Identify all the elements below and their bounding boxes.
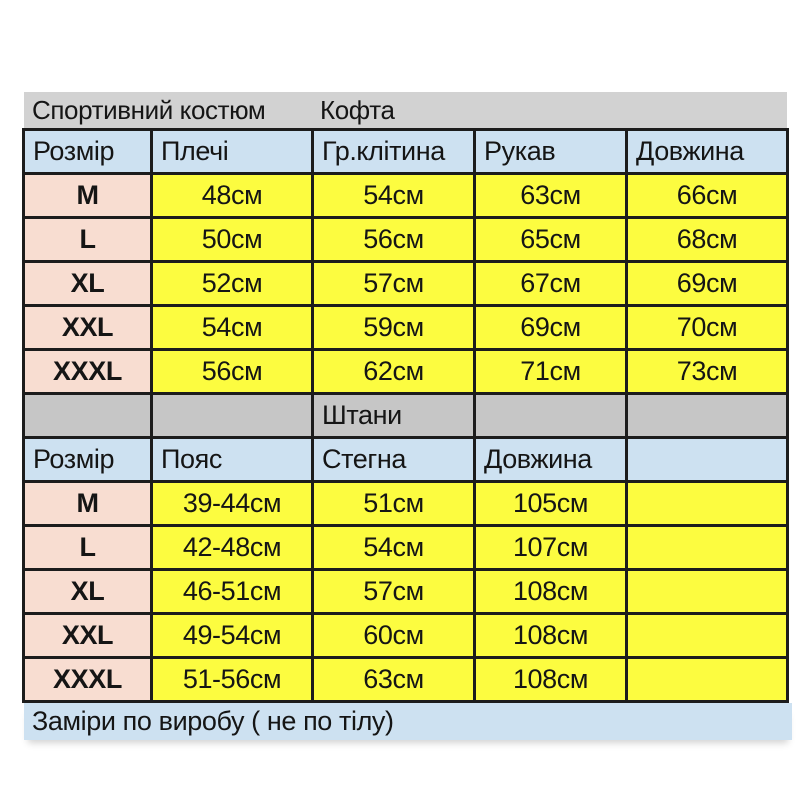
shtany-section-row bbox=[24, 394, 788, 438]
measurement-note: Заміри по виробу ( не по тілу) bbox=[24, 703, 792, 740]
table-row bbox=[24, 174, 788, 218]
value-cell bbox=[627, 526, 788, 570]
value-cell: 69см bbox=[475, 306, 627, 350]
section-cell bbox=[24, 394, 152, 438]
table-row bbox=[24, 262, 788, 306]
size-cell: L bbox=[24, 526, 152, 570]
shtany-section-label: Штани bbox=[313, 394, 475, 438]
value-cell: 39-44см bbox=[152, 482, 313, 526]
value-cell bbox=[627, 658, 788, 702]
value-cell bbox=[627, 570, 788, 614]
size-chart bbox=[22, 92, 786, 740]
value-cell: 52см bbox=[152, 262, 313, 306]
table-row bbox=[24, 306, 788, 350]
value-cell: 48см bbox=[152, 174, 313, 218]
header-cell-rozmir: Розмір bbox=[24, 438, 152, 482]
value-cell: 60см bbox=[313, 614, 475, 658]
table-row bbox=[24, 658, 788, 702]
value-cell: 69см bbox=[627, 262, 788, 306]
value-cell: 57см bbox=[313, 262, 475, 306]
size-cell: M bbox=[24, 482, 152, 526]
value-cell: 62см bbox=[313, 350, 475, 394]
header-cell-dovzhina: Довжина bbox=[475, 438, 627, 482]
value-cell: 57см bbox=[313, 570, 475, 614]
value-cell: 42-48см bbox=[152, 526, 313, 570]
size-cell: XXXL bbox=[24, 658, 152, 702]
value-cell: 107см bbox=[475, 526, 627, 570]
size-cell: XXL bbox=[24, 306, 152, 350]
size-cell: XL bbox=[24, 570, 152, 614]
value-cell: 73см bbox=[627, 350, 788, 394]
size-cell: XXL bbox=[24, 614, 152, 658]
value-cell: 70см bbox=[627, 306, 788, 350]
table-row bbox=[24, 482, 788, 526]
value-cell: 59см bbox=[313, 306, 475, 350]
value-cell: 50см bbox=[152, 218, 313, 262]
table-row bbox=[24, 350, 788, 394]
value-cell bbox=[627, 482, 788, 526]
value-cell: 46-51см bbox=[152, 570, 313, 614]
value-cell: 63см bbox=[475, 174, 627, 218]
header-cell-klitina: Гр.клітина bbox=[313, 130, 475, 174]
table-row bbox=[24, 526, 788, 570]
value-cell: 71см bbox=[475, 350, 627, 394]
size-table bbox=[22, 128, 789, 703]
size-cell: XXXL bbox=[24, 350, 152, 394]
value-cell bbox=[627, 614, 788, 658]
section-cell bbox=[627, 394, 788, 438]
table-row bbox=[24, 614, 788, 658]
header-cell-stegna: Стегна bbox=[313, 438, 475, 482]
header-cell-dovzhina: Довжина bbox=[627, 130, 788, 174]
table-row bbox=[24, 218, 788, 262]
header-cell-empty bbox=[627, 438, 788, 482]
section-cell bbox=[152, 394, 313, 438]
header-cell-rozmir: Розмір bbox=[24, 130, 152, 174]
header-cell-plechi: Плечі bbox=[152, 130, 313, 174]
value-cell: 54см bbox=[152, 306, 313, 350]
value-cell: 108см bbox=[475, 570, 627, 614]
value-cell: 49-54см bbox=[152, 614, 313, 658]
shtany-header-row bbox=[24, 438, 788, 482]
value-cell: 108см bbox=[475, 614, 627, 658]
header-cell-poyas: Пояс bbox=[152, 438, 313, 482]
table-row bbox=[24, 570, 788, 614]
value-cell: 54см bbox=[313, 174, 475, 218]
value-cell: 56см bbox=[313, 218, 475, 262]
header-cell-rukav: Рукав bbox=[475, 130, 627, 174]
value-cell: 65см bbox=[475, 218, 627, 262]
kofta-section-label: Кофта bbox=[320, 95, 395, 125]
size-cell: M bbox=[24, 174, 152, 218]
size-cell: XL bbox=[24, 262, 152, 306]
value-cell: 66см bbox=[627, 174, 788, 218]
value-cell: 108см bbox=[475, 658, 627, 702]
value-cell: 68см bbox=[627, 218, 788, 262]
value-cell: 67см bbox=[475, 262, 627, 306]
value-cell: 105см bbox=[475, 482, 627, 526]
value-cell: 56см bbox=[152, 350, 313, 394]
page-title: Спортивний костюм bbox=[32, 95, 266, 125]
section-cell bbox=[475, 394, 627, 438]
title-bar bbox=[24, 92, 787, 128]
value-cell: 51см bbox=[313, 482, 475, 526]
value-cell: 63см bbox=[313, 658, 475, 702]
kofta-header-row bbox=[24, 130, 788, 174]
value-cell: 54см bbox=[313, 526, 475, 570]
size-cell: L bbox=[24, 218, 152, 262]
value-cell: 51-56см bbox=[152, 658, 313, 702]
